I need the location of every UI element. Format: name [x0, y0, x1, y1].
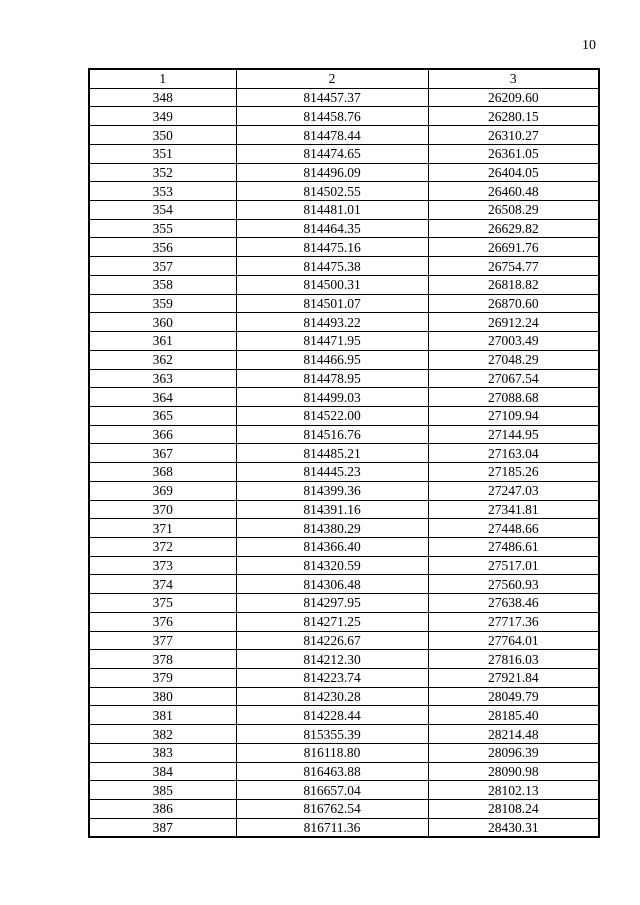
- table-row: [89, 575, 599, 594]
- table-row: [89, 481, 599, 500]
- table-row: [89, 762, 599, 781]
- table-cell: 26818.82: [428, 275, 599, 294]
- table-cell: 27163.04: [428, 444, 599, 463]
- table-cell: 362: [89, 350, 236, 369]
- table-cell: 376: [89, 612, 236, 631]
- table-cell: 814478.95: [236, 369, 428, 388]
- table-cell: 370: [89, 500, 236, 519]
- table-cell: 26691.76: [428, 238, 599, 257]
- table-cell: 26870.60: [428, 294, 599, 313]
- table-cell: 814475.16: [236, 238, 428, 257]
- table-cell: 360: [89, 313, 236, 332]
- table-cell: 26754.77: [428, 257, 599, 276]
- table-cell: 366: [89, 425, 236, 444]
- table-cell: 28096.39: [428, 743, 599, 762]
- table-row: [89, 500, 599, 519]
- table-row: [89, 350, 599, 369]
- table-cell: 28049.79: [428, 687, 599, 706]
- table-cell: 355: [89, 219, 236, 238]
- table-cell: 816657.04: [236, 781, 428, 800]
- table-row: [89, 631, 599, 650]
- table-row: [89, 425, 599, 444]
- table-cell: 814466.95: [236, 350, 428, 369]
- table-cell: 28430.31: [428, 818, 599, 837]
- table-cell: 814380.29: [236, 519, 428, 538]
- table-cell: 359: [89, 294, 236, 313]
- table-cell: 814223.74: [236, 669, 428, 688]
- table-row: [89, 219, 599, 238]
- table-cell: 814391.16: [236, 500, 428, 519]
- table-cell: 816711.36: [236, 818, 428, 837]
- table-row: [89, 743, 599, 762]
- table-cell: 814474.65: [236, 144, 428, 163]
- table-row: [89, 163, 599, 182]
- table-cell: 814464.35: [236, 219, 428, 238]
- table-row: [89, 313, 599, 332]
- table-row: [89, 388, 599, 407]
- table-cell: 364: [89, 388, 236, 407]
- table-row: [89, 444, 599, 463]
- table-cell: 378: [89, 650, 236, 669]
- table-row: [89, 238, 599, 257]
- table-cell: 26209.60: [428, 88, 599, 107]
- table-cell: 27560.93: [428, 575, 599, 594]
- table-cell: 363: [89, 369, 236, 388]
- column-header: 3: [428, 69, 599, 88]
- table-cell: 26310.27: [428, 126, 599, 145]
- table-cell: 814306.48: [236, 575, 428, 594]
- table-cell: 814366.40: [236, 537, 428, 556]
- table-cell: 352: [89, 163, 236, 182]
- table-cell: 814493.22: [236, 313, 428, 332]
- table-cell: 815355.39: [236, 725, 428, 744]
- table-cell: 384: [89, 762, 236, 781]
- table-cell: 27816.03: [428, 650, 599, 669]
- table-cell: 27003.49: [428, 332, 599, 351]
- table-cell: 28214.48: [428, 725, 599, 744]
- table-cell: 382: [89, 725, 236, 744]
- table-cell: 385: [89, 781, 236, 800]
- table-cell: 28108.24: [428, 800, 599, 819]
- table-cell: 367: [89, 444, 236, 463]
- table-cell: 27088.68: [428, 388, 599, 407]
- table-cell: 387: [89, 818, 236, 837]
- table-cell: 26629.82: [428, 219, 599, 238]
- table-cell: 379: [89, 669, 236, 688]
- table-row: [89, 519, 599, 538]
- table-cell: 383: [89, 743, 236, 762]
- table-cell: 27448.66: [428, 519, 599, 538]
- table-row: [89, 201, 599, 220]
- table-cell: 28102.13: [428, 781, 599, 800]
- table-cell: 368: [89, 463, 236, 482]
- table-cell: 351: [89, 144, 236, 163]
- table-cell: 27247.03: [428, 481, 599, 500]
- table-row: [89, 107, 599, 126]
- table-row: [89, 669, 599, 688]
- table-cell: 26508.29: [428, 201, 599, 220]
- table-cell: 375: [89, 594, 236, 613]
- table-cell: 26460.48: [428, 182, 599, 201]
- page-number: 10: [582, 38, 596, 53]
- table-row: [89, 781, 599, 800]
- table-cell: 353: [89, 182, 236, 201]
- table-row: [89, 406, 599, 425]
- table-cell: 814485.21: [236, 444, 428, 463]
- table-row: [89, 257, 599, 276]
- table-cell: 814399.36: [236, 481, 428, 500]
- table-cell: 814457.37: [236, 88, 428, 107]
- table-cell: 27067.54: [428, 369, 599, 388]
- column-header: 1: [89, 69, 236, 88]
- table-cell: 386: [89, 800, 236, 819]
- table-cell: 26361.05: [428, 144, 599, 163]
- table-cell: 27717.36: [428, 612, 599, 631]
- table-body: [89, 88, 599, 837]
- table-cell: 27144.95: [428, 425, 599, 444]
- table-row: [89, 88, 599, 107]
- table-cell: 377: [89, 631, 236, 650]
- table-cell: 365: [89, 406, 236, 425]
- table-cell: 350: [89, 126, 236, 145]
- table-cell: 27764.01: [428, 631, 599, 650]
- table-cell: 348: [89, 88, 236, 107]
- table-row: [89, 144, 599, 163]
- table-cell: 27638.46: [428, 594, 599, 613]
- table-cell: 816463.88: [236, 762, 428, 781]
- table-row: [89, 537, 599, 556]
- coordinates-table: [88, 68, 600, 838]
- table-cell: 381: [89, 706, 236, 725]
- table-cell: 814445.23: [236, 463, 428, 482]
- table-cell: 814226.67: [236, 631, 428, 650]
- table-cell: 27341.81: [428, 500, 599, 519]
- table-cell: 374: [89, 575, 236, 594]
- table-row: [89, 369, 599, 388]
- table-cell: 814516.76: [236, 425, 428, 444]
- table-cell: 373: [89, 556, 236, 575]
- table-cell: 27185.26: [428, 463, 599, 482]
- table-cell: 814471.95: [236, 332, 428, 351]
- table-row: [89, 275, 599, 294]
- table-cell: 27921.84: [428, 669, 599, 688]
- table-row: [89, 800, 599, 819]
- table-cell: 814500.31: [236, 275, 428, 294]
- table-cell: 814230.28: [236, 687, 428, 706]
- table-cell: 814502.55: [236, 182, 428, 201]
- table-cell: 28090.98: [428, 762, 599, 781]
- table-cell: 814475.38: [236, 257, 428, 276]
- table-cell: 369: [89, 481, 236, 500]
- table-cell: 814458.76: [236, 107, 428, 126]
- table-cell: 814271.25: [236, 612, 428, 631]
- table-cell: 816762.54: [236, 800, 428, 819]
- table-row: [89, 126, 599, 145]
- table-cell: 814478.44: [236, 126, 428, 145]
- table-row: [89, 650, 599, 669]
- table-cell: 357: [89, 257, 236, 276]
- table-cell: 27517.01: [428, 556, 599, 575]
- table-cell: 26912.24: [428, 313, 599, 332]
- table-cell: 358: [89, 275, 236, 294]
- table-cell: 28185.40: [428, 706, 599, 725]
- table-row: [89, 294, 599, 313]
- table-header-row: [89, 69, 599, 88]
- table-cell: 372: [89, 537, 236, 556]
- table-row: [89, 556, 599, 575]
- table-row: [89, 612, 599, 631]
- table-cell: 27048.29: [428, 350, 599, 369]
- table-cell: 27109.94: [428, 406, 599, 425]
- table-row: [89, 706, 599, 725]
- table-cell: 349: [89, 107, 236, 126]
- table-row: [89, 463, 599, 482]
- table-cell: 380: [89, 687, 236, 706]
- table-cell: 27486.61: [428, 537, 599, 556]
- table-cell: 814320.59: [236, 556, 428, 575]
- table-cell: 356: [89, 238, 236, 257]
- table-row: [89, 332, 599, 351]
- table-row: [89, 725, 599, 744]
- table-cell: 814501.07: [236, 294, 428, 313]
- table-row: [89, 818, 599, 837]
- table-cell: 816118.80: [236, 743, 428, 762]
- table-cell: 814481.01: [236, 201, 428, 220]
- table-cell: 354: [89, 201, 236, 220]
- table-cell: 814297.95: [236, 594, 428, 613]
- table-cell: 26404.05: [428, 163, 599, 182]
- table-row: [89, 594, 599, 613]
- table-cell: 26280.15: [428, 107, 599, 126]
- table-row: [89, 687, 599, 706]
- column-header: 2: [236, 69, 428, 88]
- table-cell: 371: [89, 519, 236, 538]
- table-cell: 361: [89, 332, 236, 351]
- table-cell: 814228.44: [236, 706, 428, 725]
- table-row: [89, 182, 599, 201]
- table-cell: 814496.09: [236, 163, 428, 182]
- table-cell: 814499.03: [236, 388, 428, 407]
- table-cell: 814212.30: [236, 650, 428, 669]
- table-cell: 814522.00: [236, 406, 428, 425]
